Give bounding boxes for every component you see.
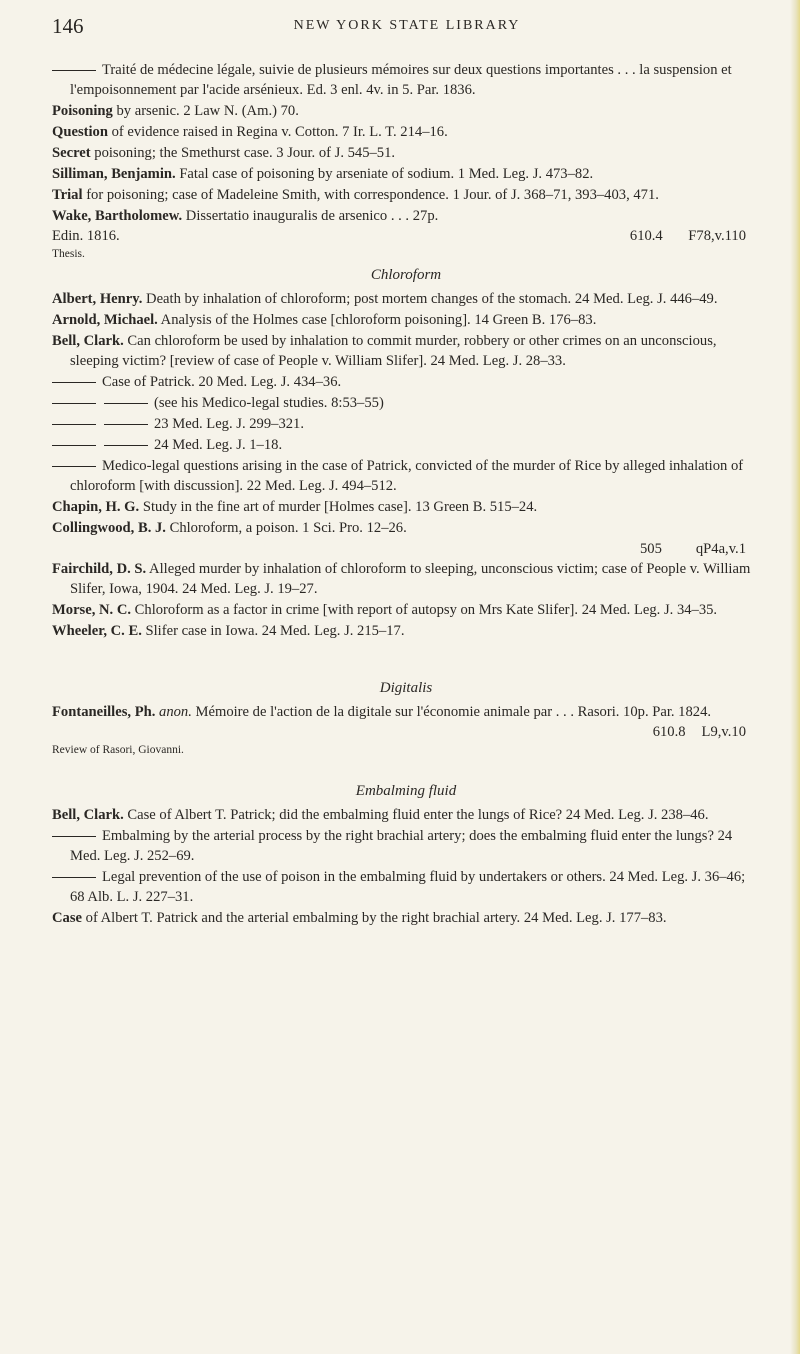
ditto-dash xyxy=(104,403,148,404)
bibliography-entry xyxy=(52,331,760,371)
entry-author: Case xyxy=(52,910,82,926)
bibliography-entry xyxy=(52,805,760,825)
entry-text: poisoning; the Smethurst case. 3 Jour. of J. 545–51. xyxy=(90,145,396,161)
call-number-volume: qP4a,v.1 xyxy=(695,541,746,557)
embalming-entries xyxy=(52,805,760,928)
bibliography-entry xyxy=(52,621,760,641)
section-gap xyxy=(52,642,760,676)
bibliography-body xyxy=(52,60,760,929)
entry-text: Chloroform as a factor in crime [with report of autopsy on Mrs Kate Slifer]. 24 Med. Leg. J. 34–35. xyxy=(131,602,718,618)
entry-author: Bell, Clark. xyxy=(52,333,124,349)
entry-anon: anon. xyxy=(159,704,192,720)
ditto-dash xyxy=(52,466,96,467)
call-number-row xyxy=(52,539,760,559)
ditto-dash xyxy=(52,445,96,446)
entry-text: Analysis of the Holmes case [chloroform poisoning]. 14 Green B. 176–83. xyxy=(157,312,597,328)
entry-text: Traité de médecine légale, suivie de plusieurs mémoires sur deux questions importantes . . . la suspension et l'empoisonnement par l'acide arsénieux. Ed. 3 enl. 4v. in 5. Par. 1836. xyxy=(70,62,732,98)
bibliography-entry-wake xyxy=(52,206,760,246)
bibliography-entry xyxy=(52,826,760,866)
bibliography-entry xyxy=(52,456,760,496)
call-number-volume: L9,v.10 xyxy=(701,724,746,740)
ditto-dash xyxy=(104,445,148,446)
chloroform-entries-b xyxy=(52,559,760,641)
entry-author: Chapin, H. G. xyxy=(52,499,140,515)
entry-text: Slifer case in Iowa. 24 Med. Leg. J. 215–17. xyxy=(141,623,405,639)
entry-author: Trial xyxy=(52,187,83,203)
entry-author: Albert, Henry. xyxy=(52,291,143,307)
thesis-note: Thesis. xyxy=(52,248,85,260)
page-header xyxy=(52,14,762,44)
call-number-class: 610.4 xyxy=(629,228,663,244)
bibliography-entry xyxy=(52,867,760,907)
entry-text: Mémoire de l'action de la digitale sur l'économie animale par . . . Rasori. 10p. Par. 1824. xyxy=(191,704,712,720)
bibliography-entry xyxy=(52,310,760,330)
entry-author: Wake, Bartholomew. xyxy=(52,208,183,224)
entry-text: by arsenic. 2 Law N. (Am.) 70. xyxy=(112,103,299,119)
ditto-dash xyxy=(52,836,96,837)
ditto-dash xyxy=(104,424,148,425)
page-edge xyxy=(790,0,800,1354)
bibliography-entry xyxy=(52,101,760,121)
bibliography-entry xyxy=(52,60,760,100)
bibliography-entry xyxy=(52,414,760,434)
section-heading-chloroform: Chloroform xyxy=(370,267,442,283)
entry-text: 23 Med. Leg. J. 299–321. xyxy=(154,416,304,432)
entry-author: Fontaneilles, Ph. xyxy=(52,704,156,720)
bibliography-entry xyxy=(52,559,760,599)
call-number-row xyxy=(52,226,760,246)
entry-text: Case of Albert T. Patrick; did the embalming fluid enter the lungs of Rice? 24 Med. Leg. J. 238–46. xyxy=(123,807,709,823)
ditto-dash xyxy=(52,877,96,878)
entry-author: Wheeler, C. E. xyxy=(52,623,142,639)
ditto-dash xyxy=(52,382,96,383)
arsenic-entries xyxy=(52,60,760,205)
entry-text: Embalming by the arterial process by the right brachial artery; does the embalming fluid enter the lungs? 24 Med. Leg. J. 252–69. xyxy=(70,828,733,864)
entry-author: Morse, N. C. xyxy=(52,602,132,618)
ditto-dash xyxy=(52,70,96,71)
bibliography-entry xyxy=(52,289,760,309)
ditto-dash xyxy=(52,424,96,425)
bibliography-entry xyxy=(52,600,760,620)
entry-text: 24 Med. Leg. J. 1–18. xyxy=(154,437,283,453)
review-note: Review of Rasori, Giovanni. xyxy=(52,744,184,756)
bibliography-entry xyxy=(52,185,760,205)
entry-text: Dissertatio inauguralis de arsenico . . . 27p. xyxy=(182,208,439,224)
bibliography-entry-fontaneilles xyxy=(52,702,760,742)
bibliography-entry xyxy=(52,164,760,184)
section-heading-embalming: Embalming fluid xyxy=(355,783,457,799)
entry-author: Question xyxy=(52,124,108,140)
entry-author: Collingwood, B. J. xyxy=(52,520,166,536)
bibliography-entry xyxy=(52,497,760,517)
section-gap xyxy=(52,761,760,779)
bibliography-entry xyxy=(52,908,760,928)
entry-text: Alleged murder by inhalation of chloroform to sleeping, unconscious victim; case of People v. William Slifer, Iowa, 1904. 24 Med. Leg. J. 19–27. xyxy=(70,561,751,597)
entry-text: of Albert T. Patrick and the arterial embalming by the right brachial artery. 24 Med. Leg. J. 177–83. xyxy=(82,910,667,926)
bibliography-entry xyxy=(52,122,760,142)
entry-imprint: Edin. 1816. xyxy=(52,228,120,244)
entry-author: Bell, Clark. xyxy=(52,807,124,823)
bibliography-entry xyxy=(52,143,760,163)
entry-text: Legal prevention of the use of poison in the embalming fluid by undertakers or others. 24 Med. Leg. J. 36–46; 68 Alb. L. J. 227–31. xyxy=(70,869,746,905)
entry-author: Arnold, Michael. xyxy=(52,312,158,328)
entry-text: (see his Medico-legal studies. 8:53–55) xyxy=(154,395,384,411)
entry-text: Medico-legal questions arising in the case of Patrick, convicted of the murder of Rice by alleged inhalation of chloroform [with discussion]. 22 Med. Leg. J. 494–512. xyxy=(70,458,744,494)
page-number: 146 xyxy=(52,14,84,38)
running-title: NEW YORK STATE LIBRARY xyxy=(293,18,521,33)
entry-text: of evidence raised in Regina v. Cotton. 7 Ir. L. T. 214–16. xyxy=(107,124,448,140)
call-number-class: 610.8 xyxy=(652,724,686,740)
entry-author: Silliman, Benjamin. xyxy=(52,166,176,182)
entry-text: Study in the fine art of murder [Holmes case]. 13 Green B. 515–24. xyxy=(139,499,538,515)
call-number-row xyxy=(70,722,760,742)
entry-text: Fatal case of poisoning by arseniate of sodium. 1 Med. Leg. J. 473–82. xyxy=(175,166,594,182)
entry-author: Fairchild, D. S. xyxy=(52,561,147,577)
entry-text: Can chloroform be used by inhalation to commit murder, robbery or other crimes on an unconscious, sleeping victim? [review of case of People v. William Slifer]. 24 Med. Leg. J. 28–33. xyxy=(70,333,717,369)
entry-text: Death by inhalation of chloroform; post mortem changes of the stomach. 24 Med. Leg. J. 446–49. xyxy=(142,291,718,307)
bibliography-entry xyxy=(52,518,760,538)
call-number-volume: F78,v.110 xyxy=(688,228,746,244)
entry-text: Case of Patrick. 20 Med. Leg. J. 434–36. xyxy=(102,374,342,390)
entry-text: Chloroform, a poison. 1 Sci. Pro. 12–26. xyxy=(165,520,407,536)
bibliography-entry xyxy=(52,393,760,413)
bibliography-entry xyxy=(52,372,760,392)
call-number-class: 505 xyxy=(639,541,662,557)
section-heading-digitalis: Digitalis xyxy=(379,680,433,696)
bibliography-entry xyxy=(52,435,760,455)
entry-text: for poisoning; case of Madeleine Smith, with correspondence. 1 Jour. of J. 368–71, 393–403, 471. xyxy=(82,187,659,203)
ditto-dash xyxy=(52,403,96,404)
entry-author: Secret xyxy=(52,145,91,161)
chloroform-entries-a xyxy=(52,289,760,538)
entry-author: Poisoning xyxy=(52,103,113,119)
